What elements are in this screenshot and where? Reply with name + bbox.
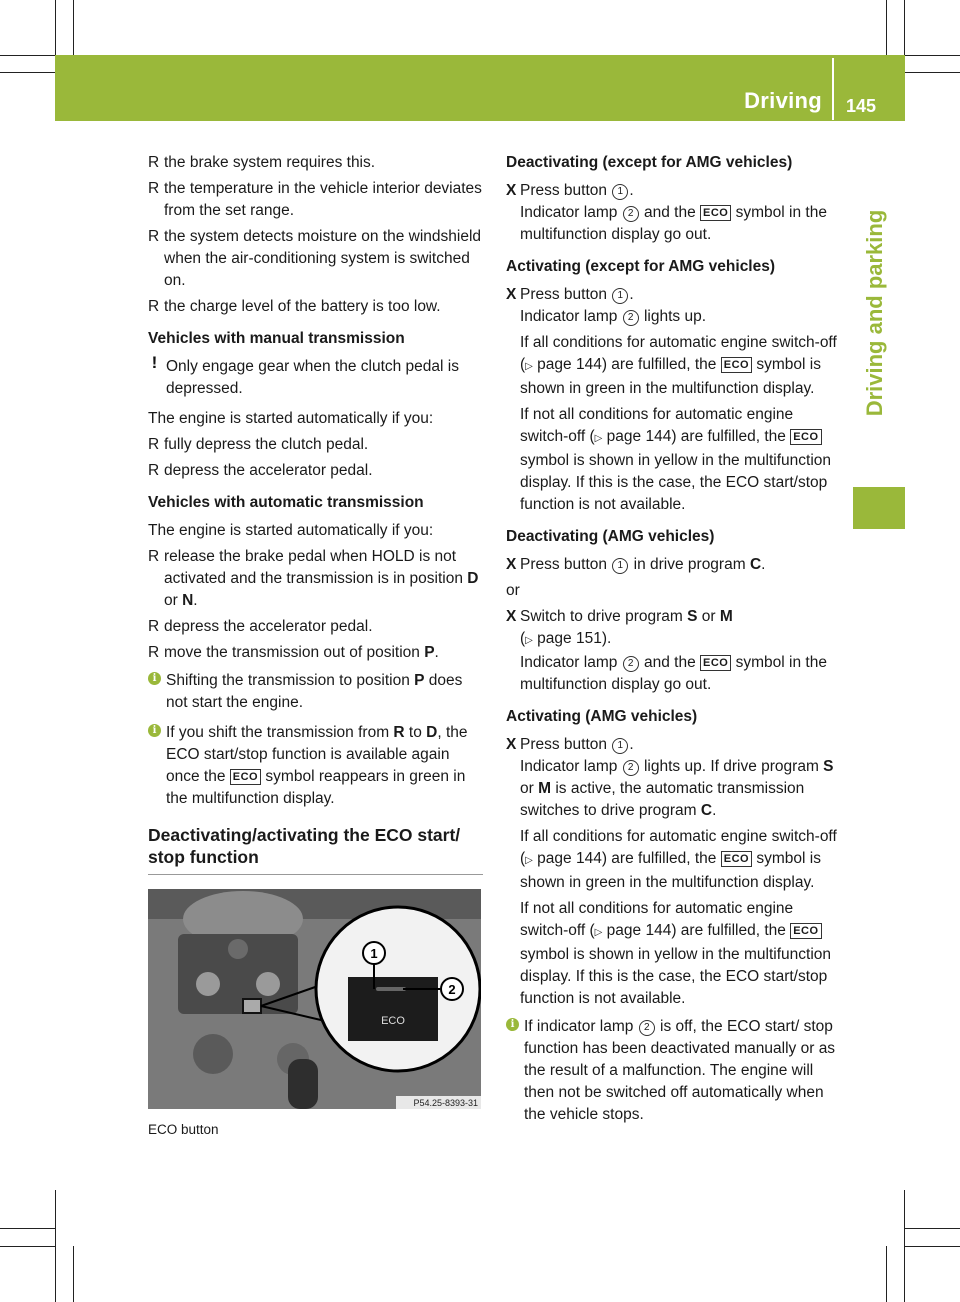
crop-mark [886,0,887,55]
chapter-tab-marker [853,487,905,529]
paragraph: The engine is started automatically if you: [148,522,434,539]
bullet-icon: R [148,298,160,315]
step-arrow-icon: X [506,182,517,199]
crop-mark [905,1228,960,1229]
bullet-icon: R [148,436,160,453]
header-divider [832,58,834,120]
figure-caption: ECO button [148,1122,219,1137]
crop-mark [0,55,55,56]
running-header-title: Driving [744,88,822,113]
callout-two-icon: 2 [623,310,639,326]
callout-one-label: 1 [370,946,378,961]
bullet-icon: R [148,548,160,565]
callout-two-icon: 2 [623,760,639,776]
info-note: i Shifting the transmission to position P does not start the engine. [148,670,483,714]
info-icon: i [148,724,161,737]
callout-two-label: 2 [448,982,456,997]
crop-mark [886,1246,887,1302]
info-note: i If indicator lamp 2 is off, the ECO start/ stop function has been deactivated manually or as the result of a malfunction. The engine will then not be switched off automatically when the vehicle stops. [506,1016,838,1126]
callout-two-icon: 2 [639,1020,655,1036]
step-arrow-icon: X [506,608,517,625]
dashboard-illustration [148,889,481,1109]
crop-mark [0,1228,55,1229]
subheading-activating: Activating (except for AMG vehicles) [506,258,776,275]
list-item: R depress the accelerator pedal. [148,616,483,638]
crop-mark [905,1246,960,1247]
page-ref-icon: ▷ [525,855,533,866]
bullet-icon: R [148,228,160,245]
page-number: 145 [846,96,877,116]
instruction-step: X Press button 1 in drive program C. [506,554,838,576]
callout-two-icon: 2 [623,206,639,222]
bullet-icon: R [148,644,160,661]
bullet-icon: R [148,180,160,197]
eco-button-photo [148,889,481,1109]
eco-symbol-icon: ECO [700,205,731,221]
crop-mark [905,55,960,56]
crop-mark [0,72,55,73]
subheading-manual: Vehicles with manual transmission [148,330,405,347]
eco-symbol-icon: ECO [790,923,821,939]
eco-symbol-icon: ECO [790,429,821,445]
bullet-icon: R [148,154,160,171]
list-item: R the charge level of the battery is too low. [148,296,483,318]
warning-icon: ! [151,353,158,372]
page-ref-icon: ▷ [594,927,603,938]
step-arrow-icon: X [506,286,517,303]
left-column [148,152,483,1141]
page-ref-icon: ▷ [525,361,533,372]
bullet-icon: R [148,618,160,635]
instruction-step: X Press button 1 . Indicator lamp 2 lights up. If all conditions for automatic engine switch-off (▷ page 144) are fulfilled, the ECO symbol is shown in green in the multifunction display. If not all conditions for automatic engine switch-off (▷ page 144) are fulfilled, the ECO symbol is shown in yellow in the multifunction display. If this is the case, the ECO start/stop function is not available. [506,286,837,513]
photo-code: P54.25-8393-31 [413,1098,478,1108]
paragraph: The engine is started automatically if you: [148,410,434,427]
crop-mark [905,72,960,73]
right-column [506,152,838,1134]
callout-two-icon: 2 [623,656,639,672]
info-icon: i [506,1018,519,1031]
instruction-step: X Press button 1 . Indicator lamp 2 lights up. If drive program S or M is active, the automatic transmission switches to drive program C. If all conditions for automatic engine switch-off (▷ page 144) are fulfilled, the ECO symbol is shown in green in the multifunction display. If not all conditions for automatic engine switch-off (▷ page 144) are fulfilled, the ECO symbol is shown in yellow in the multifunction display. If this is the case, the ECO start/stop function is not available. [506,736,837,1007]
subheading-deactivating-amg: Deactivating (AMG vehicles) [506,528,715,545]
list-item: R depress the accelerator pedal. [148,460,483,482]
section-divider [148,874,483,875]
instruction-step: X Switch to drive program S or M (▷ page 151). Indicator lamp 2 and the ECO symbol in the multifunction display go out. [506,608,827,693]
list-item: R move the transmission out of position P. [148,642,483,664]
subheading-activating-amg: Activating (AMG vehicles) [506,708,698,725]
step-arrow-icon: X [506,736,517,753]
bullet-icon: R [148,462,160,479]
callout-one-icon: 1 [612,738,628,754]
step-arrow-icon: X [506,556,517,573]
crop-mark [0,1246,55,1247]
paragraph-or: or [506,582,520,599]
eco-symbol-icon: ECO [700,655,731,671]
subheading-automatic: Vehicles with automatic transmission [148,494,424,511]
list-item: R fully depress the clutch pedal. [148,434,483,456]
list-item: R release the brake pedal when HOLD is not activated and the transmission is in position D or N. [148,548,479,609]
list-item: R the system detects moisture on the windshield when the air-conditioning system is switched on. [148,228,482,289]
crop-mark [73,1246,74,1302]
section-heading: Deactivating/activating the ECO start/ stop function [148,825,461,867]
info-note: i If you shift the transmission from R to D, the ECO start/stop function is available again once the ECO symbol reappears in green in the multifunction display. [148,722,483,810]
subheading-deactivating: Deactivating (except for AMG vehicles) [506,154,793,171]
page-ref-icon: ▷ [525,635,533,646]
eco-symbol-icon: ECO [230,769,261,785]
callout-one-icon: 1 [612,558,628,574]
callout-one-icon: 1 [612,184,628,200]
crop-mark [73,0,74,55]
list-item: R the temperature in the vehicle interior deviates from the set range. [148,180,482,219]
eco-symbol-icon: ECO [721,851,752,867]
eco-symbol-icon: ECO [721,357,752,373]
page-ref-icon: ▷ [594,433,603,444]
info-icon: i [148,672,161,685]
list-item: R the brake system requires this. [148,152,483,174]
warning-note: ! Only engage gear when the clutch pedal is depressed. [148,356,483,400]
crop-mark [55,1190,56,1302]
callout-one-icon: 1 [612,288,628,304]
instruction-step: X Press button 1 . Indicator lamp 2 and the ECO symbol in the multifunction display go out. [506,182,827,243]
chapter-tab-label: Driving and parking [862,209,887,417]
eco-button-label: ECO [381,1015,405,1027]
